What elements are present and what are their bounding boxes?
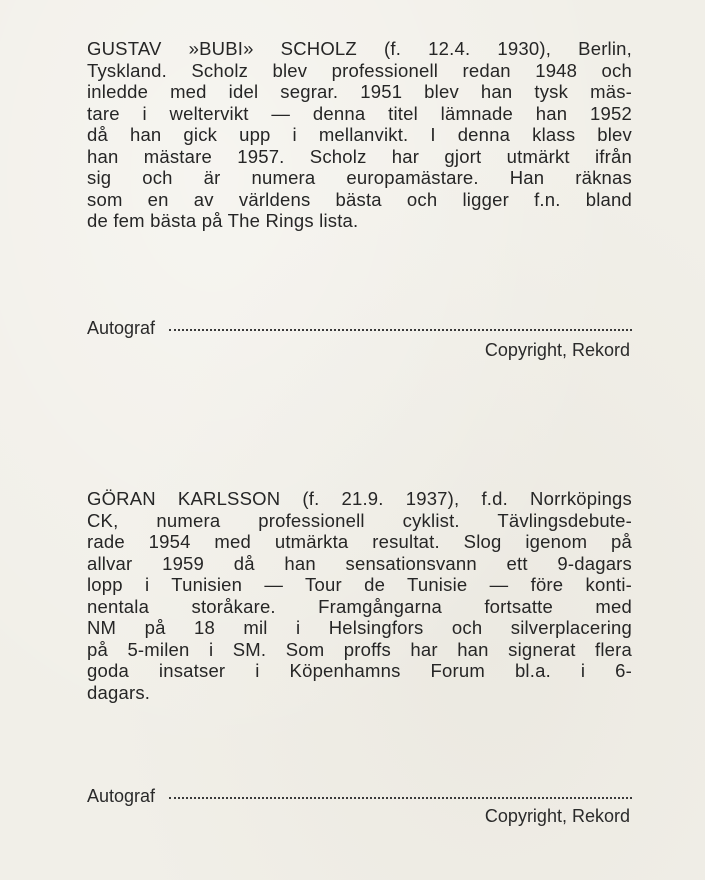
bio-line: dagars. — [87, 681, 151, 703]
bio-line: goda insatser i Köpenhamns Forum bl.a. i 6- — [87, 660, 632, 681]
bio-line: på 5-milen i SM. Som proffs har han signerat flera — [87, 638, 632, 660]
bio-line: CK, numera professionell cyklist. Tävlingsdebute- — [87, 509, 632, 531]
bio-entry-scholz — [87, 38, 632, 232]
autograf-label: Autograf — [87, 318, 156, 338]
copyright-notice-scholz: Copyright, Rekord — [484, 340, 630, 360]
signature-dotted-line — [169, 327, 632, 331]
bio-line: han mästare 1957. Scholz har gjort utmärkt ifrån — [87, 145, 632, 167]
copyright-notice-karlsson: Copyright, Rekord — [484, 806, 630, 826]
signature-dotted-line — [169, 795, 632, 799]
bio-line: då han gick upp i mellanvikt. I denna klass blev — [87, 124, 632, 145]
bio-line: Tyskland. Scholz blev professionell redan 1948 och — [87, 59, 632, 81]
bio-line: GÖRAN KARLSSON (f. 21.9. 1937), f.d. Norrköpings — [87, 488, 632, 509]
bio-line: GUSTAV »BUBI» SCHOLZ (f. 12.4. 1930), Berlin, — [87, 38, 632, 59]
bio-line: rade 1954 med utmärkta resultat. Slog igenom på — [87, 531, 632, 552]
autograf-line-karlsson — [87, 786, 632, 807]
bio-line: sig och är numera europamästare. Han räknas — [87, 167, 632, 188]
bio-text-karlsson — [87, 488, 632, 703]
bio-line: allvar 1959 då han sensationsvann ett 9-dagars — [87, 552, 632, 574]
bio-line: som en av världens bästa och ligger f.n. bland — [87, 188, 632, 210]
bio-entry-karlsson — [87, 488, 632, 703]
bio-line: nentala storåkare. Framgångarna fortsatte med — [87, 595, 632, 617]
bio-line: lopp i Tunisien — Tour de Tunisie — före konti- — [87, 574, 632, 595]
autograf-label: Autograf — [87, 786, 156, 806]
bio-line: NM på 18 mil i Helsingfors och silverplacering — [87, 617, 632, 638]
autograf-line-scholz — [87, 318, 632, 339]
bio-text-scholz — [87, 38, 632, 232]
bio-line: de fem bästa på The Rings lista. — [87, 210, 359, 231]
bio-line: tare i weltervikt — denna titel lämnade han 1952 — [87, 102, 632, 124]
bio-line: inledde med idel segrar. 1951 blev han tysk mäs- — [87, 81, 632, 102]
